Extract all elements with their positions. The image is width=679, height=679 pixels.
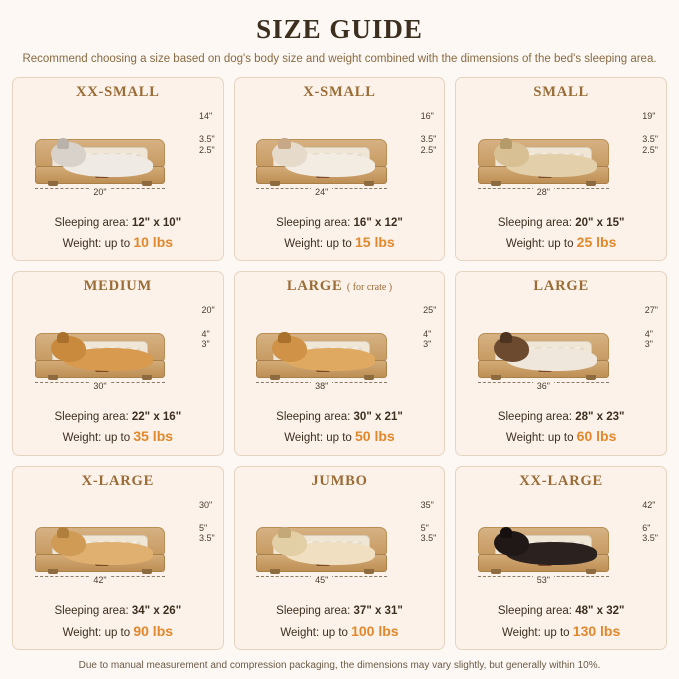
- height-dimensions: [423, 305, 436, 349]
- sleeping-area-value: 37" x 31": [353, 605, 403, 618]
- size-card: [455, 271, 667, 455]
- size-card-name: X-LARGE: [81, 472, 155, 489]
- bed-illustration: [462, 103, 660, 213]
- bed-illustration: [462, 297, 660, 407]
- weight-label: Weight: up to: [62, 432, 134, 445]
- page-title: SIZE GUIDE: [256, 14, 423, 44]
- sleeping-area-label: Sleeping area:: [497, 216, 576, 229]
- dimension-base-height: 3": [201, 339, 210, 350]
- dog-graphic: [494, 143, 597, 177]
- size-card-name: XX-SMALL: [75, 84, 160, 100]
- weight-row: [276, 232, 403, 253]
- bed-foot-right: [586, 375, 596, 380]
- weight-label: Weight: up to: [284, 432, 355, 445]
- bed-foot-left: [491, 569, 501, 574]
- bed-foot-left: [48, 569, 58, 574]
- dimension-width-value: 42": [89, 575, 110, 585]
- bed-foot-left: [491, 181, 501, 186]
- bed-foot-left: [270, 569, 280, 574]
- weight-label: Weight: up to: [284, 238, 355, 251]
- bed-foot-right: [586, 181, 596, 186]
- dimension-base-height: 3.5": [420, 533, 437, 544]
- bed-illustration: [19, 103, 217, 213]
- sleeping-area-value: 34" x 26": [131, 605, 182, 618]
- bed-foot-left: [270, 375, 280, 380]
- dimension-width-value: 30": [89, 381, 110, 391]
- sleeping-area-row: [55, 409, 182, 426]
- dimension-base-height: 3.5": [642, 533, 658, 544]
- sleeping-area-label: Sleeping area:: [497, 411, 576, 424]
- sleeping-area-label: Sleeping area:: [54, 216, 132, 229]
- dog-graphic: [272, 337, 375, 371]
- size-card: [12, 271, 224, 455]
- size-card-specs: [498, 409, 625, 448]
- dimension-width-value: 36": [533, 381, 554, 391]
- dimension-bolster-height: 5": [198, 523, 208, 533]
- dimension-base-height: 2.5": [642, 144, 658, 155]
- dimension-width-value: 24": [311, 187, 332, 197]
- height-dimensions: [199, 111, 215, 155]
- dimension-overall-height: 27": [644, 305, 658, 316]
- size-card-grid: [12, 77, 667, 650]
- size-card-specs: [276, 409, 403, 448]
- sleeping-area-row: [55, 215, 182, 232]
- sleeping-area-value: 30" x 21": [353, 411, 403, 424]
- dimension-width-value: 45": [311, 575, 332, 585]
- size-card-title: [287, 278, 392, 295]
- dimension-bolster-height: 4": [423, 328, 432, 339]
- dog-graphic: [494, 531, 597, 565]
- weight-label: Weight: up to: [62, 626, 134, 639]
- dog-graphic: [272, 143, 375, 177]
- dimension-overall-height: 14": [198, 111, 213, 121]
- bed-foot-right: [364, 375, 374, 380]
- dimension-base-height: 3": [644, 339, 653, 350]
- weight-row: [498, 621, 625, 642]
- weight-value: 10 lbs: [133, 234, 174, 251]
- width-dimension: [35, 382, 165, 401]
- weight-value: 60 lbs: [576, 428, 617, 445]
- height-dimensions: [201, 305, 214, 349]
- sleeping-area-row: [276, 409, 403, 426]
- dog-ear: [278, 527, 290, 538]
- width-dimension: [35, 188, 165, 207]
- dimension-width-value: 28": [533, 187, 554, 197]
- dimension-width-value: 38": [311, 381, 332, 391]
- dimension-bolster-height: 5": [420, 523, 429, 533]
- page-subtitle: Recommend choosing a size based on dog's body size and weight combined with the dimensions of the bed's sleeping area.: [22, 53, 657, 65]
- sleeping-area-value: 12" x 10": [131, 216, 182, 229]
- size-card-name: XX-LARGE: [519, 472, 604, 489]
- weight-label: Weight: up to: [502, 626, 573, 639]
- bed-illustration: [241, 297, 439, 407]
- size-card: [12, 77, 224, 261]
- size-card-specs: [55, 409, 182, 448]
- width-dimension: [256, 576, 386, 595]
- size-card-specs: [55, 603, 182, 642]
- size-card-name: JUMBO: [311, 472, 368, 489]
- width-dimension: [256, 188, 386, 207]
- dimension-width-value: 53": [533, 575, 554, 585]
- width-dimension: [478, 382, 608, 401]
- bed-foot-left: [270, 181, 280, 186]
- dog-graphic: [51, 143, 154, 177]
- weight-value: 90 lbs: [133, 622, 174, 639]
- height-dimensions: [199, 500, 215, 544]
- size-card-title: [519, 473, 603, 490]
- width-dimension: [478, 576, 608, 595]
- footer-note: Due to manual measurement and compression packaging, the dimensions may vary slightly, but generally within 10%.: [78, 660, 601, 671]
- size-card: [455, 77, 667, 261]
- size-card-title: [82, 473, 154, 490]
- height-dimensions: [642, 500, 658, 544]
- bed-foot-right: [142, 181, 152, 186]
- size-card: [12, 466, 224, 650]
- size-card-title: [303, 84, 375, 101]
- size-card: [455, 466, 667, 650]
- width-dimension: [478, 188, 608, 207]
- weight-label: Weight: up to: [62, 238, 134, 251]
- dimension-base-height: 2.5": [198, 144, 215, 155]
- sleeping-area-row: [276, 215, 403, 232]
- sleeping-area-label: Sleeping area:: [276, 411, 354, 424]
- height-dimensions: [421, 111, 437, 155]
- bed-foot-right: [364, 181, 374, 186]
- size-card-name: LARGE: [533, 278, 589, 295]
- width-dimension: [256, 382, 386, 401]
- dog-graphic: [272, 531, 375, 565]
- sleeping-area-label: Sleeping area:: [54, 411, 132, 424]
- dimension-bolster-height: 4": [201, 328, 210, 339]
- height-dimensions: [421, 500, 437, 544]
- size-card-title: [533, 278, 589, 295]
- sleeping-area-row: [498, 409, 625, 426]
- weight-label: Weight: up to: [280, 626, 352, 639]
- dog-ear: [57, 527, 69, 538]
- sleeping-area-row: [498, 603, 625, 620]
- bed-foot-left: [48, 181, 58, 186]
- sleeping-area-label: Sleeping area:: [497, 605, 576, 618]
- weight-value: 50 lbs: [355, 428, 395, 445]
- bed-foot-right: [364, 569, 374, 574]
- sleeping-area-label: Sleeping area:: [54, 605, 132, 618]
- size-card-title: [533, 84, 589, 101]
- weight-label: Weight: up to: [505, 238, 577, 251]
- sleeping-area-value: 22" x 16": [131, 411, 182, 424]
- size-card-specs: [276, 215, 403, 254]
- weight-row: [55, 426, 182, 447]
- dog-ear: [278, 332, 290, 343]
- size-card: [234, 271, 446, 455]
- dog-ear: [57, 332, 69, 343]
- size-card-title: [311, 473, 367, 490]
- dog-ear: [278, 138, 290, 149]
- dog-ear: [500, 138, 512, 149]
- height-dimensions: [642, 111, 658, 155]
- dimension-bolster-height: 6": [642, 523, 651, 533]
- dog-ear: [57, 138, 69, 149]
- weight-value: 25 lbs: [576, 234, 617, 251]
- dimension-overall-height: 30": [198, 499, 213, 510]
- sleeping-area-value: 16" x 12": [353, 216, 403, 229]
- bed-illustration: [19, 297, 217, 407]
- dog-graphic: [51, 337, 154, 371]
- weight-value: 35 lbs: [133, 428, 174, 445]
- dimension-overall-height: 35": [420, 499, 434, 510]
- size-card-name: MEDIUM: [83, 278, 153, 295]
- sleeping-area-value: 48" x 32": [575, 605, 625, 618]
- dimension-width-value: 20": [89, 187, 110, 197]
- dimension-overall-height: 25": [423, 305, 437, 316]
- size-card-title: [84, 278, 152, 295]
- size-card-name: SMALL: [533, 84, 589, 100]
- dimension-bolster-height: 3.5": [642, 134, 658, 145]
- width-dimension: [35, 576, 165, 595]
- weight-row: [55, 232, 182, 253]
- bed-illustration: [241, 103, 439, 213]
- weight-row: [498, 426, 625, 447]
- size-card-specs: [498, 215, 625, 254]
- sleeping-area-value: 28" x 23": [575, 411, 625, 424]
- size-card-name: LARGE: [286, 278, 343, 295]
- size-card-title: [76, 84, 160, 101]
- sleeping-area-row: [55, 603, 182, 620]
- weight-value: 130 lbs: [572, 622, 621, 639]
- size-card-specs: [55, 215, 182, 254]
- dimension-bolster-height: 4": [644, 328, 653, 339]
- dimension-base-height: 3.5": [198, 533, 215, 544]
- sleeping-area-row: [498, 215, 625, 232]
- size-card-specs: [498, 603, 625, 642]
- dog-graphic: [494, 337, 597, 371]
- bed-illustration: [19, 492, 217, 602]
- sleeping-area-label: Sleeping area:: [276, 605, 354, 618]
- weight-row: [276, 621, 403, 642]
- dimension-overall-height: 20": [201, 305, 215, 316]
- bed-illustration: [241, 492, 439, 602]
- dimension-bolster-height: 3.5": [420, 134, 437, 145]
- bed-foot-left: [48, 375, 58, 380]
- sleeping-area-row: [276, 603, 403, 620]
- sleeping-area-value: 20" x 15": [575, 216, 625, 229]
- dimension-base-height: 3": [423, 339, 432, 350]
- sleeping-area-label: Sleeping area:: [276, 216, 354, 229]
- bed-illustration: [462, 492, 660, 602]
- bed-foot-right: [142, 569, 152, 574]
- weight-label: Weight: up to: [505, 432, 577, 445]
- dimension-base-height: 2.5": [420, 144, 437, 155]
- height-dimensions: [645, 305, 658, 349]
- dimension-bolster-height: 3.5": [198, 134, 215, 145]
- weight-row: [498, 232, 625, 253]
- weight-value: 15 lbs: [355, 234, 395, 251]
- dimension-overall-height: 16": [420, 111, 434, 121]
- size-card: [234, 77, 446, 261]
- size-card-specs: [276, 603, 403, 642]
- bed-foot-right: [586, 569, 596, 574]
- weight-row: [55, 621, 182, 642]
- size-card-name: X-SMALL: [303, 84, 376, 100]
- weight-row: [276, 426, 403, 447]
- size-card: [234, 466, 446, 650]
- dog-ear: [500, 332, 512, 343]
- dimension-overall-height: 19": [642, 111, 656, 121]
- weight-value: 100 lbs: [351, 622, 399, 639]
- bed-foot-left: [491, 375, 501, 380]
- size-card-note: ( for crate ): [346, 282, 393, 294]
- dimension-overall-height: 42": [642, 499, 656, 510]
- bed-foot-right: [142, 375, 152, 380]
- dog-graphic: [51, 531, 154, 565]
- dog-ear: [500, 527, 512, 538]
